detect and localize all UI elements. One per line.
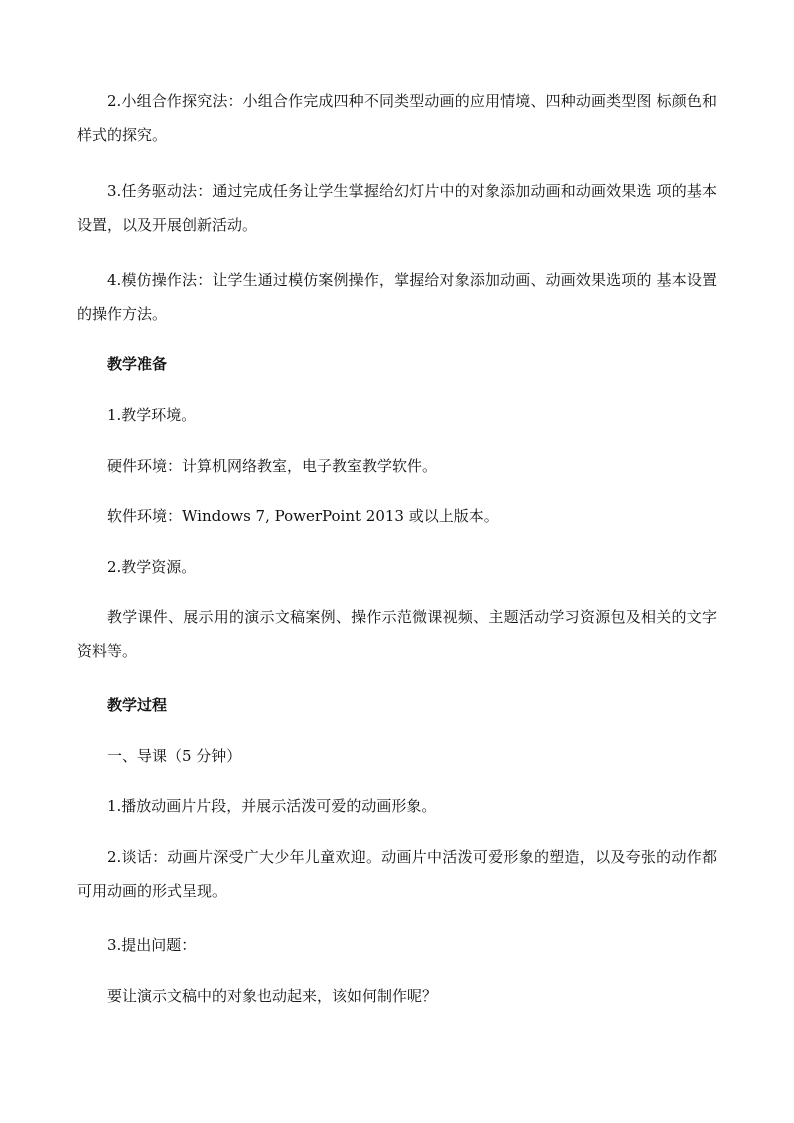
paragraph-teaching-environment: 1.教学环境。 <box>107 406 197 424</box>
paragraph-question: 要让演示文稿中的对象也动起来，该如何制作呢？ <box>107 987 438 1005</box>
paragraph-raise-question: 3.提出问题： <box>107 936 197 954</box>
paragraph-hardware-environment: 硬件环境：计算机网络教室，电子教室教学软件。 <box>107 457 438 475</box>
paragraph-resource-list: 教学课件、展示用的演示文稿案例、操作示范微课视频、主题活动学习资源包及相关的文字资料等。 <box>77 608 717 660</box>
paragraph-software-environment: 软件环境：Windows 7, PowerPoint 2013 或以上版本。 <box>107 507 499 525</box>
paragraph-method-task-driven: 3.任务驱动法：通过完成任务让学生掌握给幻灯片中的对象添加动画和动画效果选 项的基本设置，以及开展创新活动。 <box>77 182 717 234</box>
heading-teaching-process: 教学过程 <box>107 696 168 714</box>
heading-teaching-preparation: 教学准备 <box>107 355 168 373</box>
paragraph-teaching-resources: 2.教学资源。 <box>107 558 197 576</box>
paragraph-method-imitation: 4.模仿操作法：让学生通过模仿案例操作，掌握给对象添加动画、动画效果选项的 基本设置的操作方法。 <box>77 271 717 323</box>
paragraph-lead-in: 一、导课（5 分钟） <box>107 747 242 765</box>
paragraph-play-animation: 1.播放动画片片段，并展示活泼可爱的动画形象。 <box>107 797 437 815</box>
paragraph-method-group-inquiry: 2.小组合作探究法：小组合作完成四种不同类型动画的应用情境、四种动画类型图 标颜色和样式的探究。 <box>77 92 717 144</box>
paragraph-discussion: 2.谈话：动画片深受广大少年儿童欢迎。动画片中活泼可爱形象的塑造，以及夸张的动作都可用动画的形式呈现。 <box>77 848 717 900</box>
